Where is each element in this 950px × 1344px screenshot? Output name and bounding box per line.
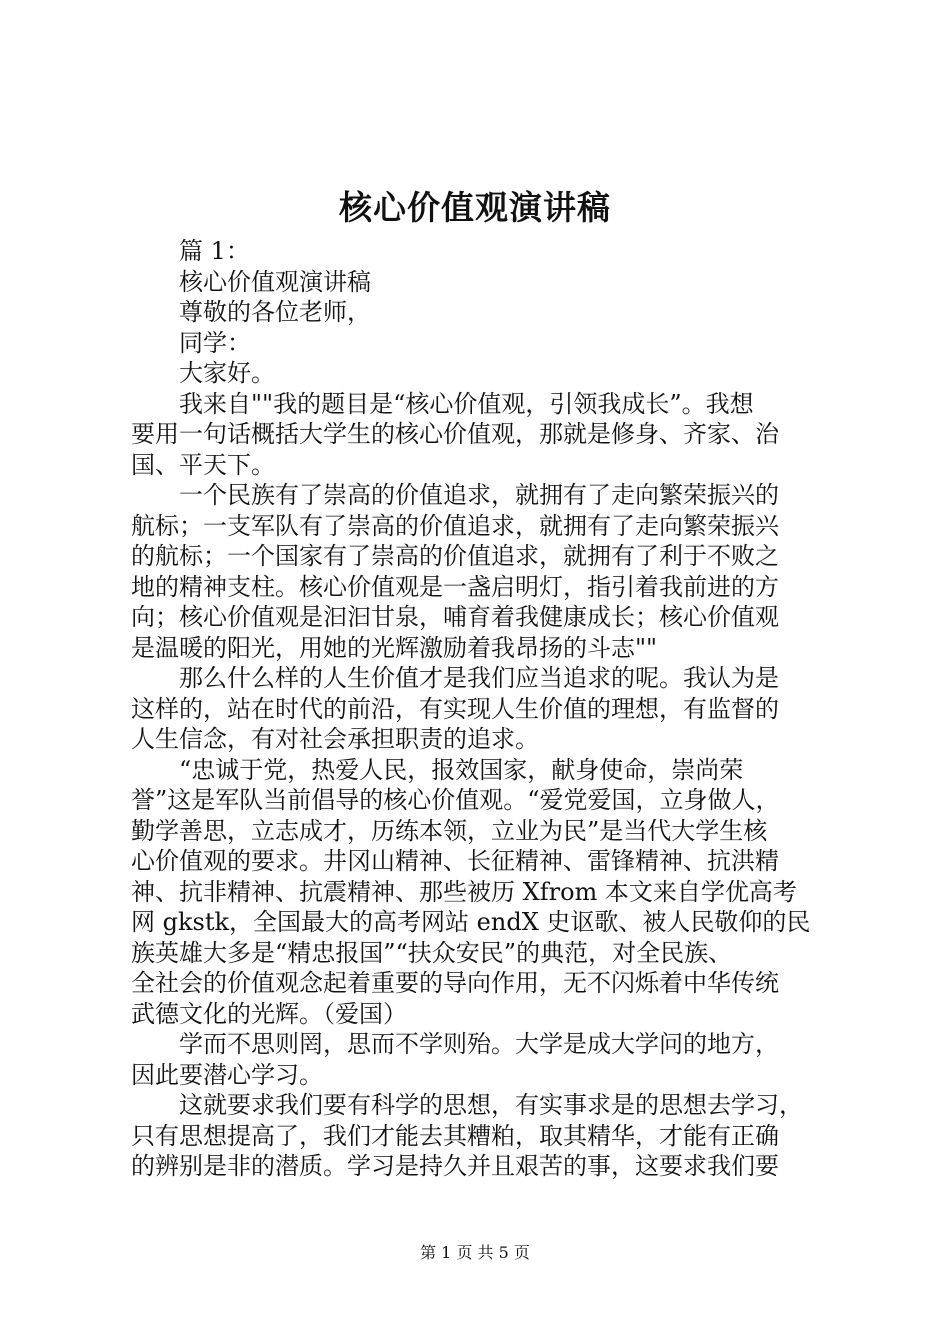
text-line: 因此要潜心学习。 (131, 1060, 323, 1089)
document-body (131, 236, 831, 1182)
text-line: 的辨别是非的潜质。学习是持久并且艰苦的事，这要求我们要 (131, 1152, 779, 1180)
text-line: 那么什么样的人生价值才是我们应当追求的呢。我认为是 (179, 664, 779, 692)
text-line: 一个民族有了崇高的价值追求，就拥有了走向繁荣振兴的 (179, 481, 779, 509)
text-line: “忠诚于党，热爱人民，报效国家，献身使命，崇尚荣 (179, 755, 744, 784)
text-line: 勤学善思，立志成才，历练本领，立业为民”是当代大学生核 (131, 816, 768, 845)
text-line: 只有思想提高了，我们才能去其糟粕，取其精华，才能有正确 (131, 1121, 779, 1150)
text-line: 族英雄大多是“精忠报国”“扶众安民”的典范，对全民族、 (131, 938, 733, 967)
text-line: 这样的，站在时代的前沿，有实现人生价值的理想，有监督的 (131, 694, 779, 723)
text-line: 心价值观的要求。井冈山精神、长征精神、雷锋精神、抗洪精 (131, 847, 779, 875)
text-line: 航标；一支军队有了崇高的价值追求，就拥有了走向繁荣振兴 (131, 511, 779, 540)
document-title: 核心价值观演讲稿 (339, 188, 611, 227)
text-line: 我来自""我的题目是“核心价值观，引领我成长”。我想 (179, 389, 754, 418)
text-line: 地的精神支柱。核心价值观是一盏启明灯，指引着我前进的方 (131, 572, 779, 601)
text-line: 要用一句话概括大学生的核心价值观，那就是修身、齐家、治 (131, 420, 779, 448)
text-line: 人生信念，有对社会承担职责的追求。 (131, 725, 539, 753)
text-line: 全社会的价值观念起着重要的导向作用，无不闪烁着中华传统 (131, 969, 779, 997)
text-line: 学而不思则罔，思而不学则殆。大学是成大学问的地方， (179, 1030, 779, 1058)
text-line: 网 gkstk，全国最大的高考网站 endX 史讴歌、被人民敬仰的民 (131, 908, 811, 936)
text-line: 武德文化的光辉。（爱国） (131, 999, 407, 1028)
text-line: 这就要求我们要有科学的思想，有实事求是的思想去学习， (179, 1091, 803, 1119)
text-line: 核心价值观演讲稿 (179, 267, 371, 296)
text-line: 同学： (179, 328, 251, 357)
text-line: 国、平天下。 (131, 450, 275, 479)
text-line: 是温暖的阳光，用她的光辉激励着我昂扬的斗志"" (131, 633, 658, 662)
text-line: 篇 1： (179, 237, 250, 265)
text-line: 神、抗非精神、抗震精神、那些被历 Xfrom 本文来自学优高考 (131, 877, 797, 906)
text-line: 大家好。 (179, 359, 275, 387)
text-line: 的航标；一个国家有了崇高的价值追求，就拥有了利于不败之 (131, 542, 779, 570)
text-line: 向；核心价值观是汩汩甘泉，哺育着我健康成长；核心价值观 (131, 603, 779, 631)
text-line: 誉”这是军队当前倡导的核心价值观。“爱党爱国，立身做人， (131, 786, 780, 814)
page-footer: 第 1 页 共 5 页 (420, 1243, 530, 1262)
text-line: 尊敬的各位老师， (179, 298, 371, 326)
